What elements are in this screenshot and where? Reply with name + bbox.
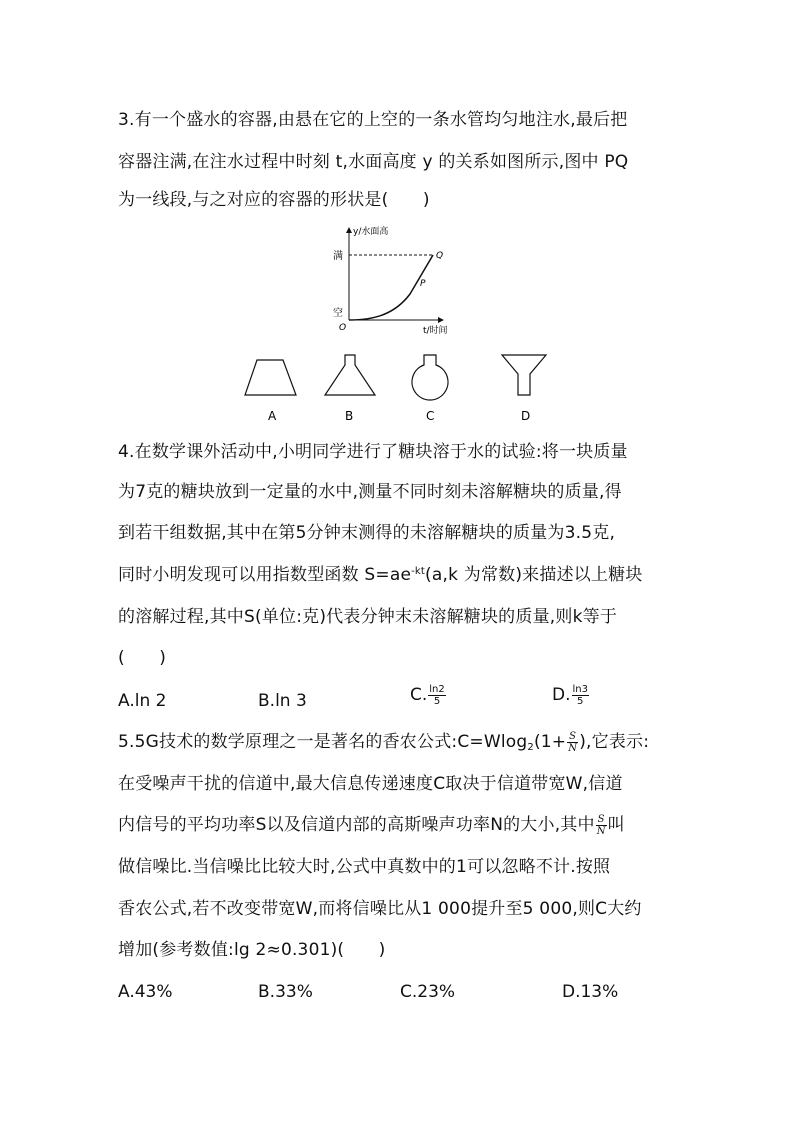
- q5-option-c: C.23%: [400, 982, 456, 1002]
- q5-line-3-pre: 内信号的平均功率S以及信道内部的高斯噪声功率N的大小,其中: [118, 815, 595, 835]
- q4-line-4-post: (a,k 为常数)来描述以上糖块: [425, 565, 643, 585]
- q5-line-6: 增加(参考数值:lg 2≈0.301)( ): [118, 940, 386, 960]
- q3-line-3: 为一线段,与之对应的容器的形状是( ): [118, 190, 430, 210]
- q5-line-1-pre: 5.5G技术的数学原理之一是著名的香农公式:C=Wlog: [118, 732, 528, 752]
- q4-line-2: 为7克的糖块放到一定量的水中,测量不同时刻未溶解糖块的质量,得: [118, 482, 622, 502]
- empty-label: 空: [333, 308, 343, 319]
- shape-label-d: D: [521, 409, 531, 423]
- fraction-numerator: ln3: [572, 683, 588, 695]
- q5-line-5: 香农公式,若不改变带宽W,而将信噪比从1 000提升至5 000,则C大约: [118, 899, 642, 919]
- q4-line-6: ( ): [118, 648, 167, 668]
- p-label: P: [420, 279, 426, 289]
- fraction-denominator: 5: [577, 695, 584, 707]
- q4-option-c: [410, 683, 447, 707]
- fraction-numerator: S: [597, 813, 605, 825]
- q5-line-1: [118, 730, 649, 754]
- q-label: Q: [436, 251, 444, 261]
- q4-line-5: 的溶解过程,其中S(单位:克)代表分钟末未溶解糖块的质量,则k等于: [118, 607, 618, 627]
- shape-label-a: A: [268, 409, 277, 423]
- q5-line-1-post: ),它表示:: [579, 732, 650, 752]
- q5-option-a: A.43%: [118, 982, 173, 1002]
- container-shapes: [240, 350, 560, 430]
- q5-line-2: 在受噪声干扰的信道中,最大信息传递速度C取决于信道带宽W,信道: [118, 774, 623, 794]
- q5-line-3-post: 叫: [607, 815, 625, 835]
- shape-label-c: C: [426, 409, 435, 423]
- q4-line-4: [118, 563, 643, 587]
- signal-noise-fraction: [567, 731, 578, 754]
- q4-option-b: B.ln 3: [258, 691, 307, 711]
- fraction-denominator: 5: [433, 695, 441, 707]
- q4-line-1: 4.在数学课外活动中,小明同学进行了糖块溶于水的试验:将一块质量: [118, 442, 628, 462]
- log-base: 2: [527, 742, 534, 753]
- shape-label-b: B: [345, 409, 354, 423]
- q3-line-1: 3.有一个盛水的容器,由悬在它的上空的一条水管均匀地注水,最后把: [118, 110, 628, 130]
- fraction-denominator: N: [596, 825, 606, 837]
- q4-option-c-fraction: [428, 684, 445, 707]
- q5-option-b: B.33%: [258, 982, 313, 1002]
- full-label: 满: [333, 251, 343, 262]
- q5-line-3: [118, 813, 625, 837]
- flask-container-icon: [325, 355, 375, 395]
- y-axis-label: y/水面高: [353, 227, 389, 237]
- q5-line-4: 做信噪比.当信噪比比较大时,公式中真数中的1可以忽略不计.按照: [118, 857, 611, 877]
- q4-option-a: A.ln 2: [118, 691, 167, 711]
- q4-line-4-pre: 同时小明发现可以用指数型函数 S=ae: [118, 565, 412, 585]
- x-axis-label: t/时间: [423, 326, 448, 336]
- q4-option-d-prefix: D.: [552, 685, 571, 705]
- q5-option-d: D.13%: [562, 982, 619, 1002]
- q5-paren-open: (1+: [533, 732, 567, 752]
- signal-noise-ratio-fraction: [596, 814, 607, 837]
- q4-exponent: -kt: [411, 566, 426, 577]
- fraction-denominator: N: [568, 742, 578, 754]
- funnel-container-icon: [502, 355, 546, 395]
- round-flask-container-icon: [412, 355, 448, 400]
- q4-option-d-fraction: [572, 684, 589, 707]
- q3-line-2: 容器注满,在注水过程中时刻 t,水面高度 y 的关系如图所示,图中 PQ: [118, 152, 629, 172]
- q4-line-3: 到若干组数据,其中在第5分钟末测得的未溶解糖块的质量为3.5克,: [118, 523, 616, 543]
- fraction-numerator: S: [569, 730, 577, 742]
- water-height-graph: [325, 222, 475, 340]
- q4-option-d: [552, 683, 590, 707]
- trapezoid-container-icon: [245, 360, 296, 395]
- origin-label: O: [339, 323, 347, 333]
- fraction-numerator: ln2: [429, 683, 445, 695]
- q4-option-c-prefix: C.: [410, 685, 428, 705]
